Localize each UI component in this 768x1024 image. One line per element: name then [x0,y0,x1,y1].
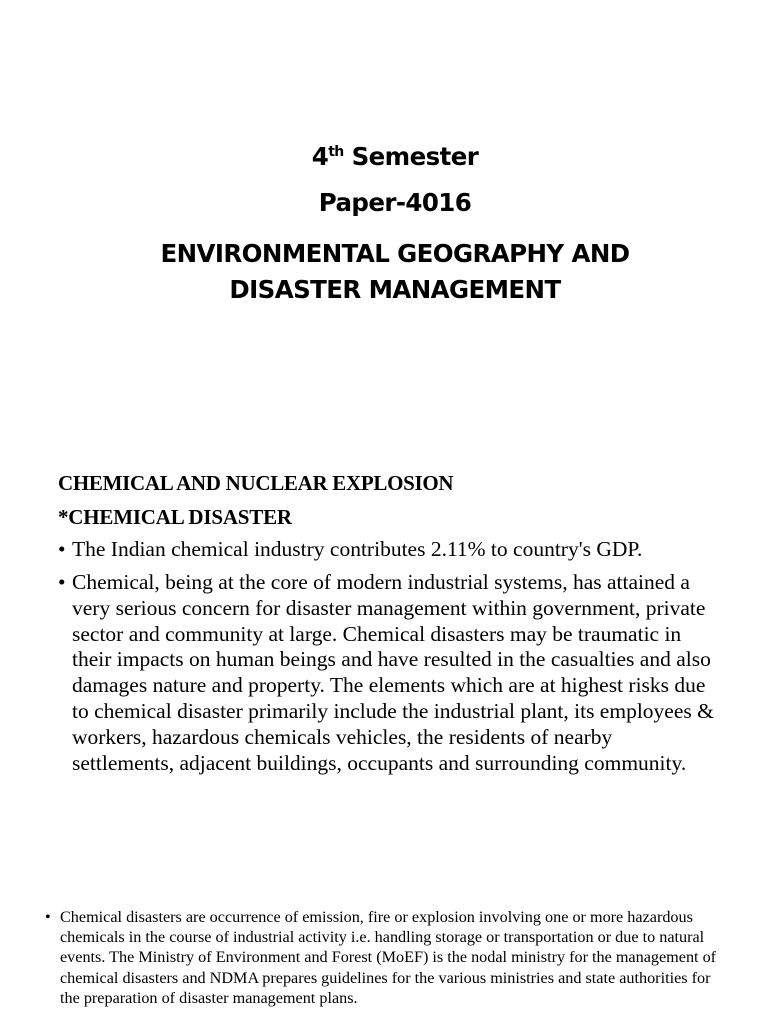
bullet-text: The Indian chemical industry contributes 2.11% to country's GDP. [72,537,643,561]
bullet-marker: • [58,570,66,594]
bullet-list-concern [58,570,718,776]
semester-title [100,142,690,172]
subject-title: ENVIRONMENTAL GEOGRAPHY AND DISASTER MANAGEMENT [160,239,630,304]
bullet-list-gdp [58,537,718,563]
section-subheading: *CHEMICAL DISASTER [58,505,292,529]
semester-ordinal-suffix: th [328,144,344,160]
semester-word: Semester [343,142,479,171]
bullet-list-definition [45,907,725,1008]
section-heading: CHEMICAL AND NUCLEAR EXPLOSION [58,471,454,495]
list-item [45,907,725,1008]
bullet-marker: • [45,908,51,926]
list-item [58,537,718,563]
bullet-text: Chemical, being at the core of modern industrial systems, has attained a very serious concern for disaster management within government, private sector and community at large. Chemical disasters may be traumatic in their impacts on human beings and have resulted in the casualties and also damages nature and property. The elements which are at highest risks due to chemical disaster primarily include the industrial plant, its employees & workers, hazardous chemicals vehicles, the residents of nearby settlements, adjacent buildings, occupants and surrounding community. [72,570,714,775]
bullet-marker: • [58,537,66,561]
bullet-text: Chemical disasters are occurrence of emission, fire or explosion involving one or more hazardous chemicals in the course of industrial activity i.e. handling storage or transportation or due to natural events. The Ministry of Environment and Forest (MoEF) is the nodal ministry for the management of chemical disasters and NDMA prepares guidelines for the various ministries and state authorities for the preparation of disaster management plans. [60,908,717,1007]
list-item [58,570,718,776]
paper-code: Paper-4016 [318,188,472,217]
semester-number: 4 [311,142,329,171]
